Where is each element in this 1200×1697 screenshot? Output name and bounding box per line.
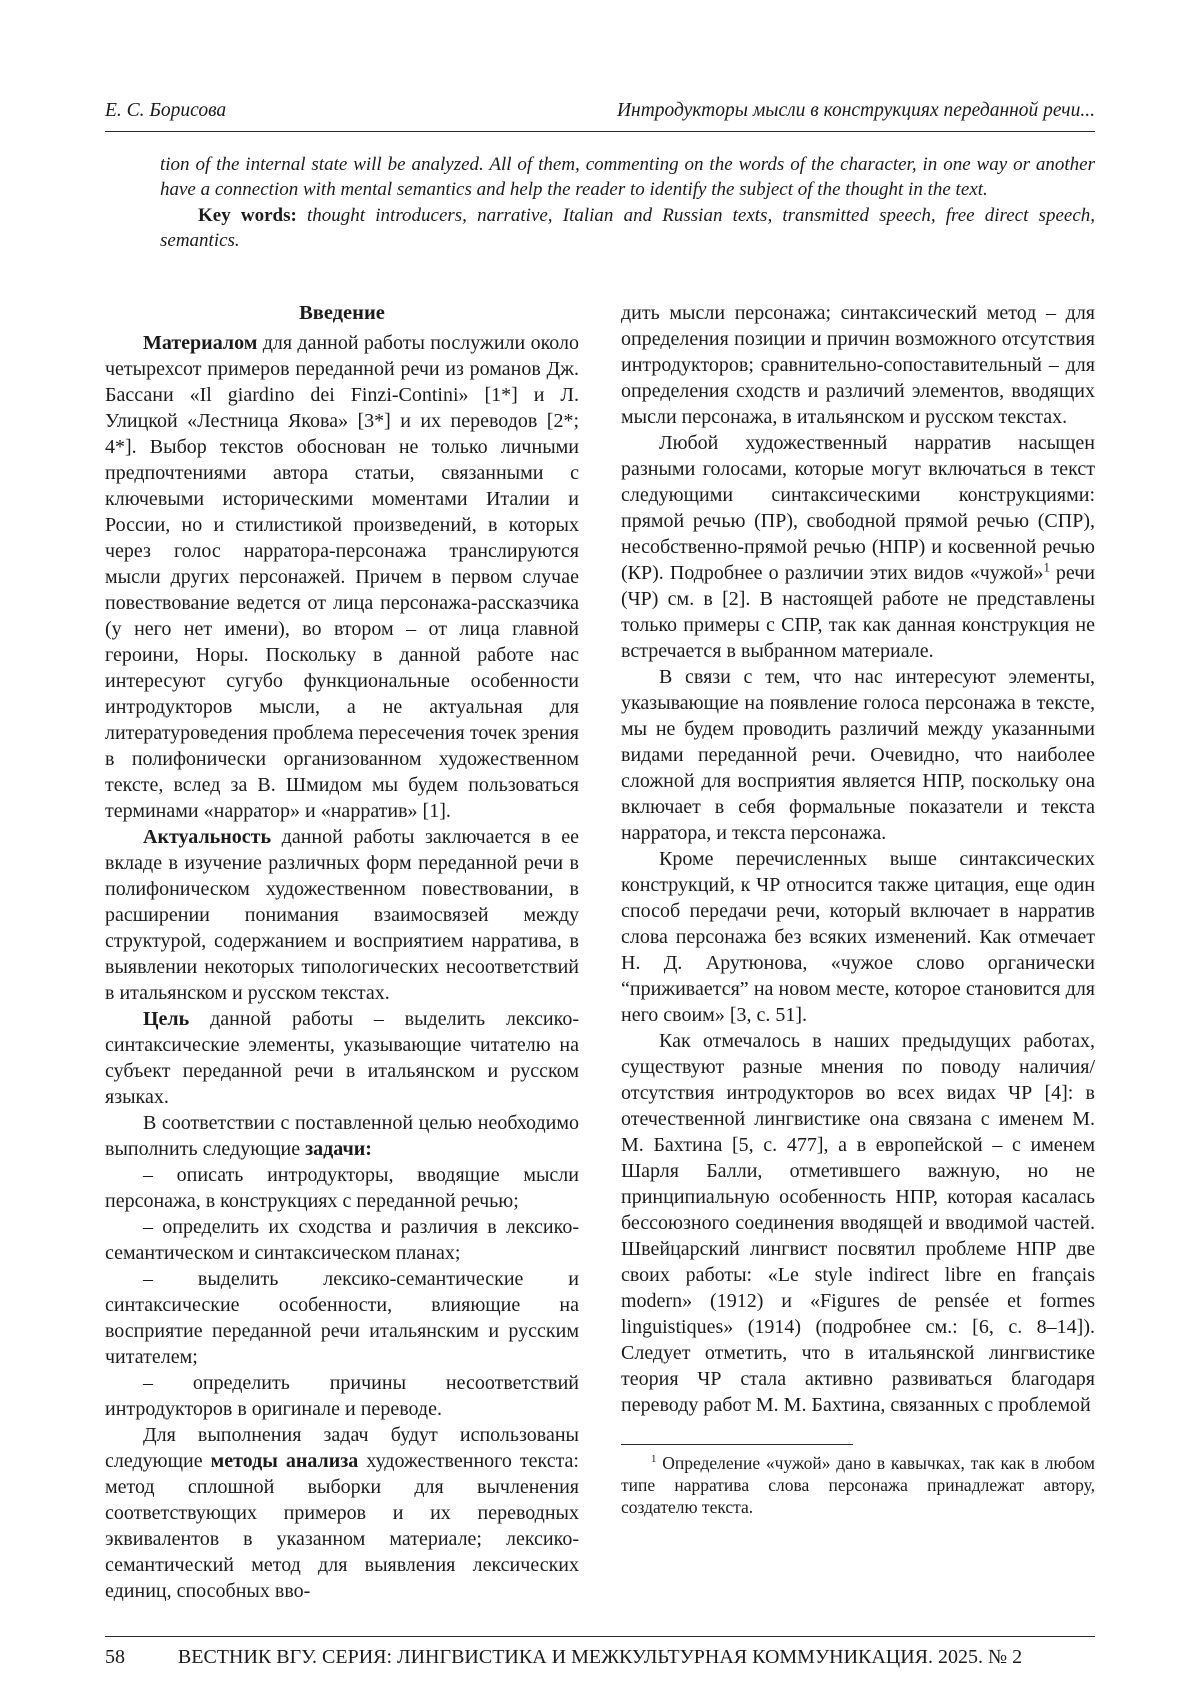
footnote-separator [621, 1444, 853, 1445]
text-segment: Любой художественный нарратив насыщен разными голосами, которые могут включаться в текст следующими синтаксическими конструкциями: прямой речью (ПР), свободной прямой речью (СПР), несобственно-прямой речью (НПР) и косвенной речью (КР). Подробнее о различии этих видов «чужой» [621, 431, 1095, 584]
paragraph [105, 1266, 579, 1370]
paragraph [621, 1028, 1095, 1418]
text-segment: Цель [143, 1007, 190, 1030]
text-segment: – выделить лексико-семантические и синтаксические особенности, влияющие на восприятие переданной речи итальянским и русским читателем; [105, 1267, 579, 1368]
paragraph [105, 1006, 579, 1110]
paragraph [105, 1370, 579, 1422]
text-segment: Определение «чужой» дано в кавычках, так как в любом типе нарратива слова персонажа принадлежат автору, создателю текста. [621, 1452, 1095, 1517]
right-column [621, 300, 1095, 1604]
text-segment: Для выполнения задач будут использованы следующие [105, 1423, 579, 1472]
text-segment: В соответствии с поставленной целью необходимо выполнить следующие [105, 1111, 579, 1160]
footnote-marker: 1 [1043, 560, 1050, 575]
text-segment: художественного текста: метод сплошной выборки для вычленения соответствующих примеров и их переводных эквивалентов в указанном материале; лексико-семантический метод для выявления лексических единиц, способных вво- [105, 1449, 579, 1602]
page-header [105, 100, 1095, 132]
text-segment: Актуальность [143, 825, 272, 848]
paragraph [105, 1214, 579, 1266]
paragraph [621, 664, 1095, 846]
text-segment: методы анализа [210, 1449, 359, 1472]
text-segment: Материалом [143, 331, 258, 354]
text-segment: – описать интродукторы, вводящие мысли персонажа, в конструкциях с переданной речью; [105, 1163, 579, 1212]
footnote-text [621, 1452, 1095, 1518]
text-segment: для данной работы послужили около четырехсот примеров переданной речи из романов Дж. Бассани «Il giardino dei Finzi-Contini» [1*] и Л. Улицкой «Лестница Якова» [3*] и их переводов [2*; 4*]. Выбор текстов обоснован не только личными предпочтениями автора статьи, связанными с ключевыми историческими моментами Италии и России, но и стилистикой произведений, в которых через голос нарратора-персонажа транслируются мысли других персонажей. Причем в первом случае повествование ведется от лица персонажа-рассказчика (у него нет имени), во втором – от лица главной героини, Норы. Поскольку в данной работе нас интересуют сугубо функциональные особенности интродукторов мысли, а не актуальная для литературоведения проблема пересечения точек зрения в полифонически организованном художественном тексте, вслед за В. Шмидом мы будем пользоваться терминами «нарратор» и «нарратив» [1]. [105, 331, 579, 822]
journal-title: ВЕСТНИК ВГУ. СЕРИЯ: ЛИНГВИСТИКА И МЕЖКУЛЬТУРНАЯ КОММУНИКАЦИЯ. 2025. № 2 [177, 1646, 1023, 1668]
paragraph [105, 1422, 579, 1604]
keywords-label: Key words: [198, 204, 297, 226]
paragraph [105, 1110, 579, 1162]
text-segment: – определить причины несоответствий интродукторов в оригинале и переводе. [105, 1371, 579, 1420]
keywords-line [160, 203, 1095, 254]
text-segment: Как отмечалось в наших предыдущих работах, существуют разные мнения по поводу наличия/отсутствия интродукторов во всех видах ЧР [4]: в отечественной лингвистике она связана с именем М. М. Бахтина [5, с. 477], а в европейской – с именем Шарля Балли, отметившего важную, но не принципиальную особенность НПР, которая касалась бессоюзного соединения вводящей и вводимой частей. Швейцарский лингвист посвятил проблеме НПР две своих работы: «Le style indirect libre en français modern» (1912) и «Figures de pensée et formes linguistiques» (1914) (подробнее см.: [6, с. 8–14]). Следует отметить, что в итальянской лингвистике теория ЧР стала активно развиваться благодаря переводу работ М. М. Бахтина, связанных с проблемой [621, 1029, 1095, 1416]
header-running-title: Интродукторы мысли в конструкциях переданной речи... [616, 100, 1095, 121]
abstract-block [160, 152, 1095, 254]
page-number: 58 [105, 1646, 125, 1668]
text-segment: задачи: [305, 1137, 372, 1160]
paragraph [105, 330, 579, 824]
text-segment: Кроме перечисленных выше синтаксических конструкций, к ЧР относится также цитация, еще один способ передачи речи, который включает в нарратив слова персонажа без всяких изменений. Как отмечает Н. Д. Арутюнова, «чужое слово органически “приживается” на новом месте, которое становится для него своим» [3, с. 51]. [621, 847, 1095, 1026]
paragraph [621, 300, 1095, 430]
paragraph [105, 1162, 579, 1214]
footer-row [105, 1637, 1095, 1669]
footnote-marker: 1 [651, 1452, 657, 1465]
text-segment: дить мысли персонажа; синтаксический метод – для определения позиции и причин возможного отсутствия интродукторов; сравнительно-сопоставительный – для определения сходств и различий элементов, вводящих мысли персонажа, в итальянском и русском текстах. [621, 301, 1095, 428]
header-author: Е. С. Борисова [105, 100, 227, 121]
keywords-text: thought introducers, narrative, Italian and Russian texts, transmitted speech, free direct speech, semantics. [160, 204, 1096, 252]
text-segment: – определить их сходства и различия в лексико-семантическом и синтаксическом планах; [105, 1215, 579, 1264]
paragraph [621, 846, 1095, 1028]
section-heading: Введение [299, 301, 385, 324]
text-segment: В связи с тем, что нас интересуют элементы, указывающие на появление голоса персонажа в тексте, мы не будем проводить различий между указанными видами переданной речи. Очевидно, что наиболее сложной для восприятия является НПР, поскольку она включает в себя формальные показатели и текста нарратора, и текста персонажа. [621, 665, 1095, 844]
paragraph [621, 430, 1095, 664]
text-segment: речи (ЧР) см. в [2]. В настоящей работе не представлены только примеры с СПР, так как данная конструкция не встречается в выбранном материале. [621, 561, 1095, 662]
article-body [105, 300, 1095, 1604]
text-segment: данной работы – выделить лексико-синтаксические элементы, указывающие читателю на субъект переданной речи в итальянском и русском языках. [105, 1007, 579, 1108]
text-segment: данной работы заключается в ее вкладе в изучение различных форм переданной речи в полифоническом художественном повествовании, в расширении понимания взаимосвязей между структурой, содержанием и восприятием нарратива, в выявлении некоторых типологических несоответствий в итальянском и русском текстах. [105, 825, 579, 1004]
footnote [621, 1444, 1095, 1518]
left-column [105, 300, 579, 1604]
abstract-text: tion of the internal state will be analyzed. All of them, commenting on the words of the character, in one way or another have a connection with mental semantics and help the reader to identify the subject of the thought in the text. [160, 154, 1095, 201]
paragraph [105, 824, 579, 1006]
page-footer [105, 1636, 1095, 1669]
